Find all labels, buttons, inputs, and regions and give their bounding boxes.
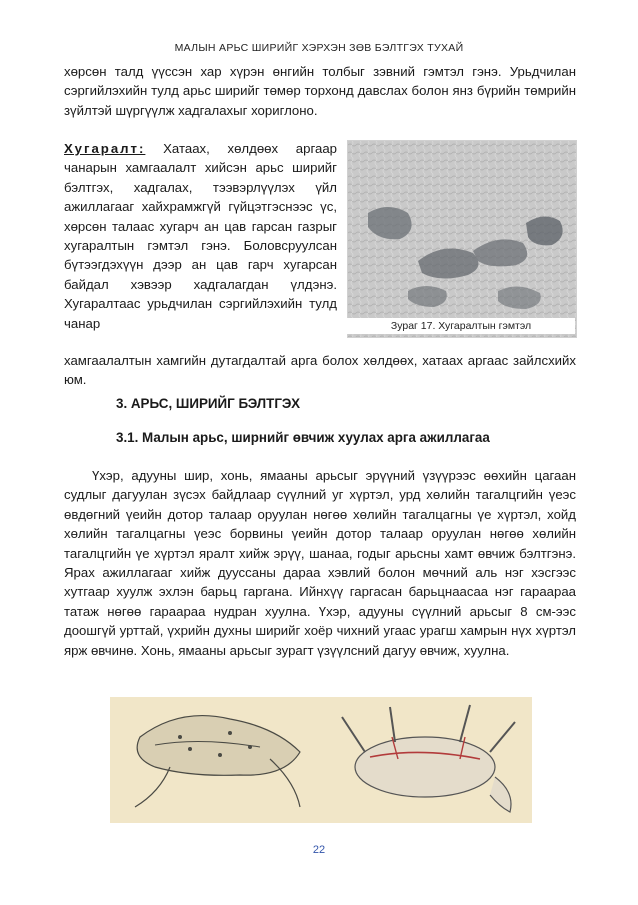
leather-damage-photo	[347, 140, 577, 338]
term-label: Хугаралт:	[64, 141, 146, 156]
main-paragraph: Үхэр, адууны шир, хонь, ямааны арьсыг эрүүний үзүүрээс өөхийн цагаан судлыг дагуулан зүсэх байдлаар сүүлний уг хүртэл, урд хөлийн тагалцгийн үеэс өвдөгний үеийн дотор талаар оруулан нөгөө хөлийн тагалцагны үе хүртэл, хойд хөлийн тагалцагны үеэс борвины үеийн дотор талаар оруулан нөгөө хөлийн тагалцгийн үе хүртэл яралт хийж эрүү, шанаа, годыг арьсны хамт өвчиж бэлтгэнэ. Ярах ажиллагааг хийж дууссаны дараа хэвлий болон мөчний аль нэг хэсгээс хутгаар хуулж эхлэн барьц гаргана. Ийнхүү гаргасан барьцнаасаа нэг гараараа татаж нөгөө гараараа нудран хуулна. Үхэр, адууны сүүлний арьсыг 8 см-ээс доошгүй урттай, үхрийн духны ширийг хоёр чихний угаас урагш хамрын нүх хүртэл ярж өвчинө. Хонь, ямааны арьсыг зурагт үзүүлсний дагуу өвчиж, хуулна.	[64, 468, 576, 658]
after-float-paragraph: хамгаалалтын хамгийн дутагдалтай арга болох хөлдөөх, хатаах аргаас зайлсхийх юм.	[64, 353, 576, 388]
intro-paragraph: хөрсөн талд үүссэн хар хүрэн өнгийн толбыг зэвний гэмтэл гэнэ. Урьдчилан сэргийлэхийн тулд арьс ширийг төмөр торхонд давслах болон янз бүрийн төмрийн зүйлтэй шүргүүлж хадгалахыг хориглоно.	[64, 64, 576, 118]
section-heading: 3. АРЬС, ШИРИЙГ БЭЛТГЭХ	[116, 396, 301, 411]
skinning-illustration	[110, 697, 532, 823]
figure-caption: Зураг 17. Хугаралтын гэмтэл	[347, 318, 575, 334]
hugaralt-paragraph	[64, 139, 337, 333]
float-text-block	[64, 139, 337, 333]
leather-texture-image	[348, 141, 576, 337]
running-header: МАЛЫН АРЬС ШИРИЙГ ХЭРХЭН ЗӨВ БЭЛТГЭХ ТУХАЙ	[174, 42, 464, 54]
subsection-heading: 3.1. Малын арьс, ширнийг өвчиж хуулах арга ажиллагаа	[116, 430, 490, 445]
hugaralt-text: Хатаах, хөлдөөх аргаар чанарын хамгаалалт хийсэн арьс ширийг бэлтгэх, хадгалах, тээвэрлүүлэх үйл ажиллагааг хайхрамжгүй гүйцэтгэснээс үс, хөрсөн талаас хугарч ан цав гарсан газрыг хугаралтын гэмтэл гэнэ. Боловсруулсан бүтээгдэхүүн дээр ан цав гарч хугарсан байдал хэвээр хадгалагдан үлдэнэ. Хугаралтаас урьдчилан сэргийлэхийн тулд чанар	[64, 141, 337, 331]
page-number: 22	[312, 844, 326, 856]
animal-skinning-diagram	[110, 697, 532, 823]
